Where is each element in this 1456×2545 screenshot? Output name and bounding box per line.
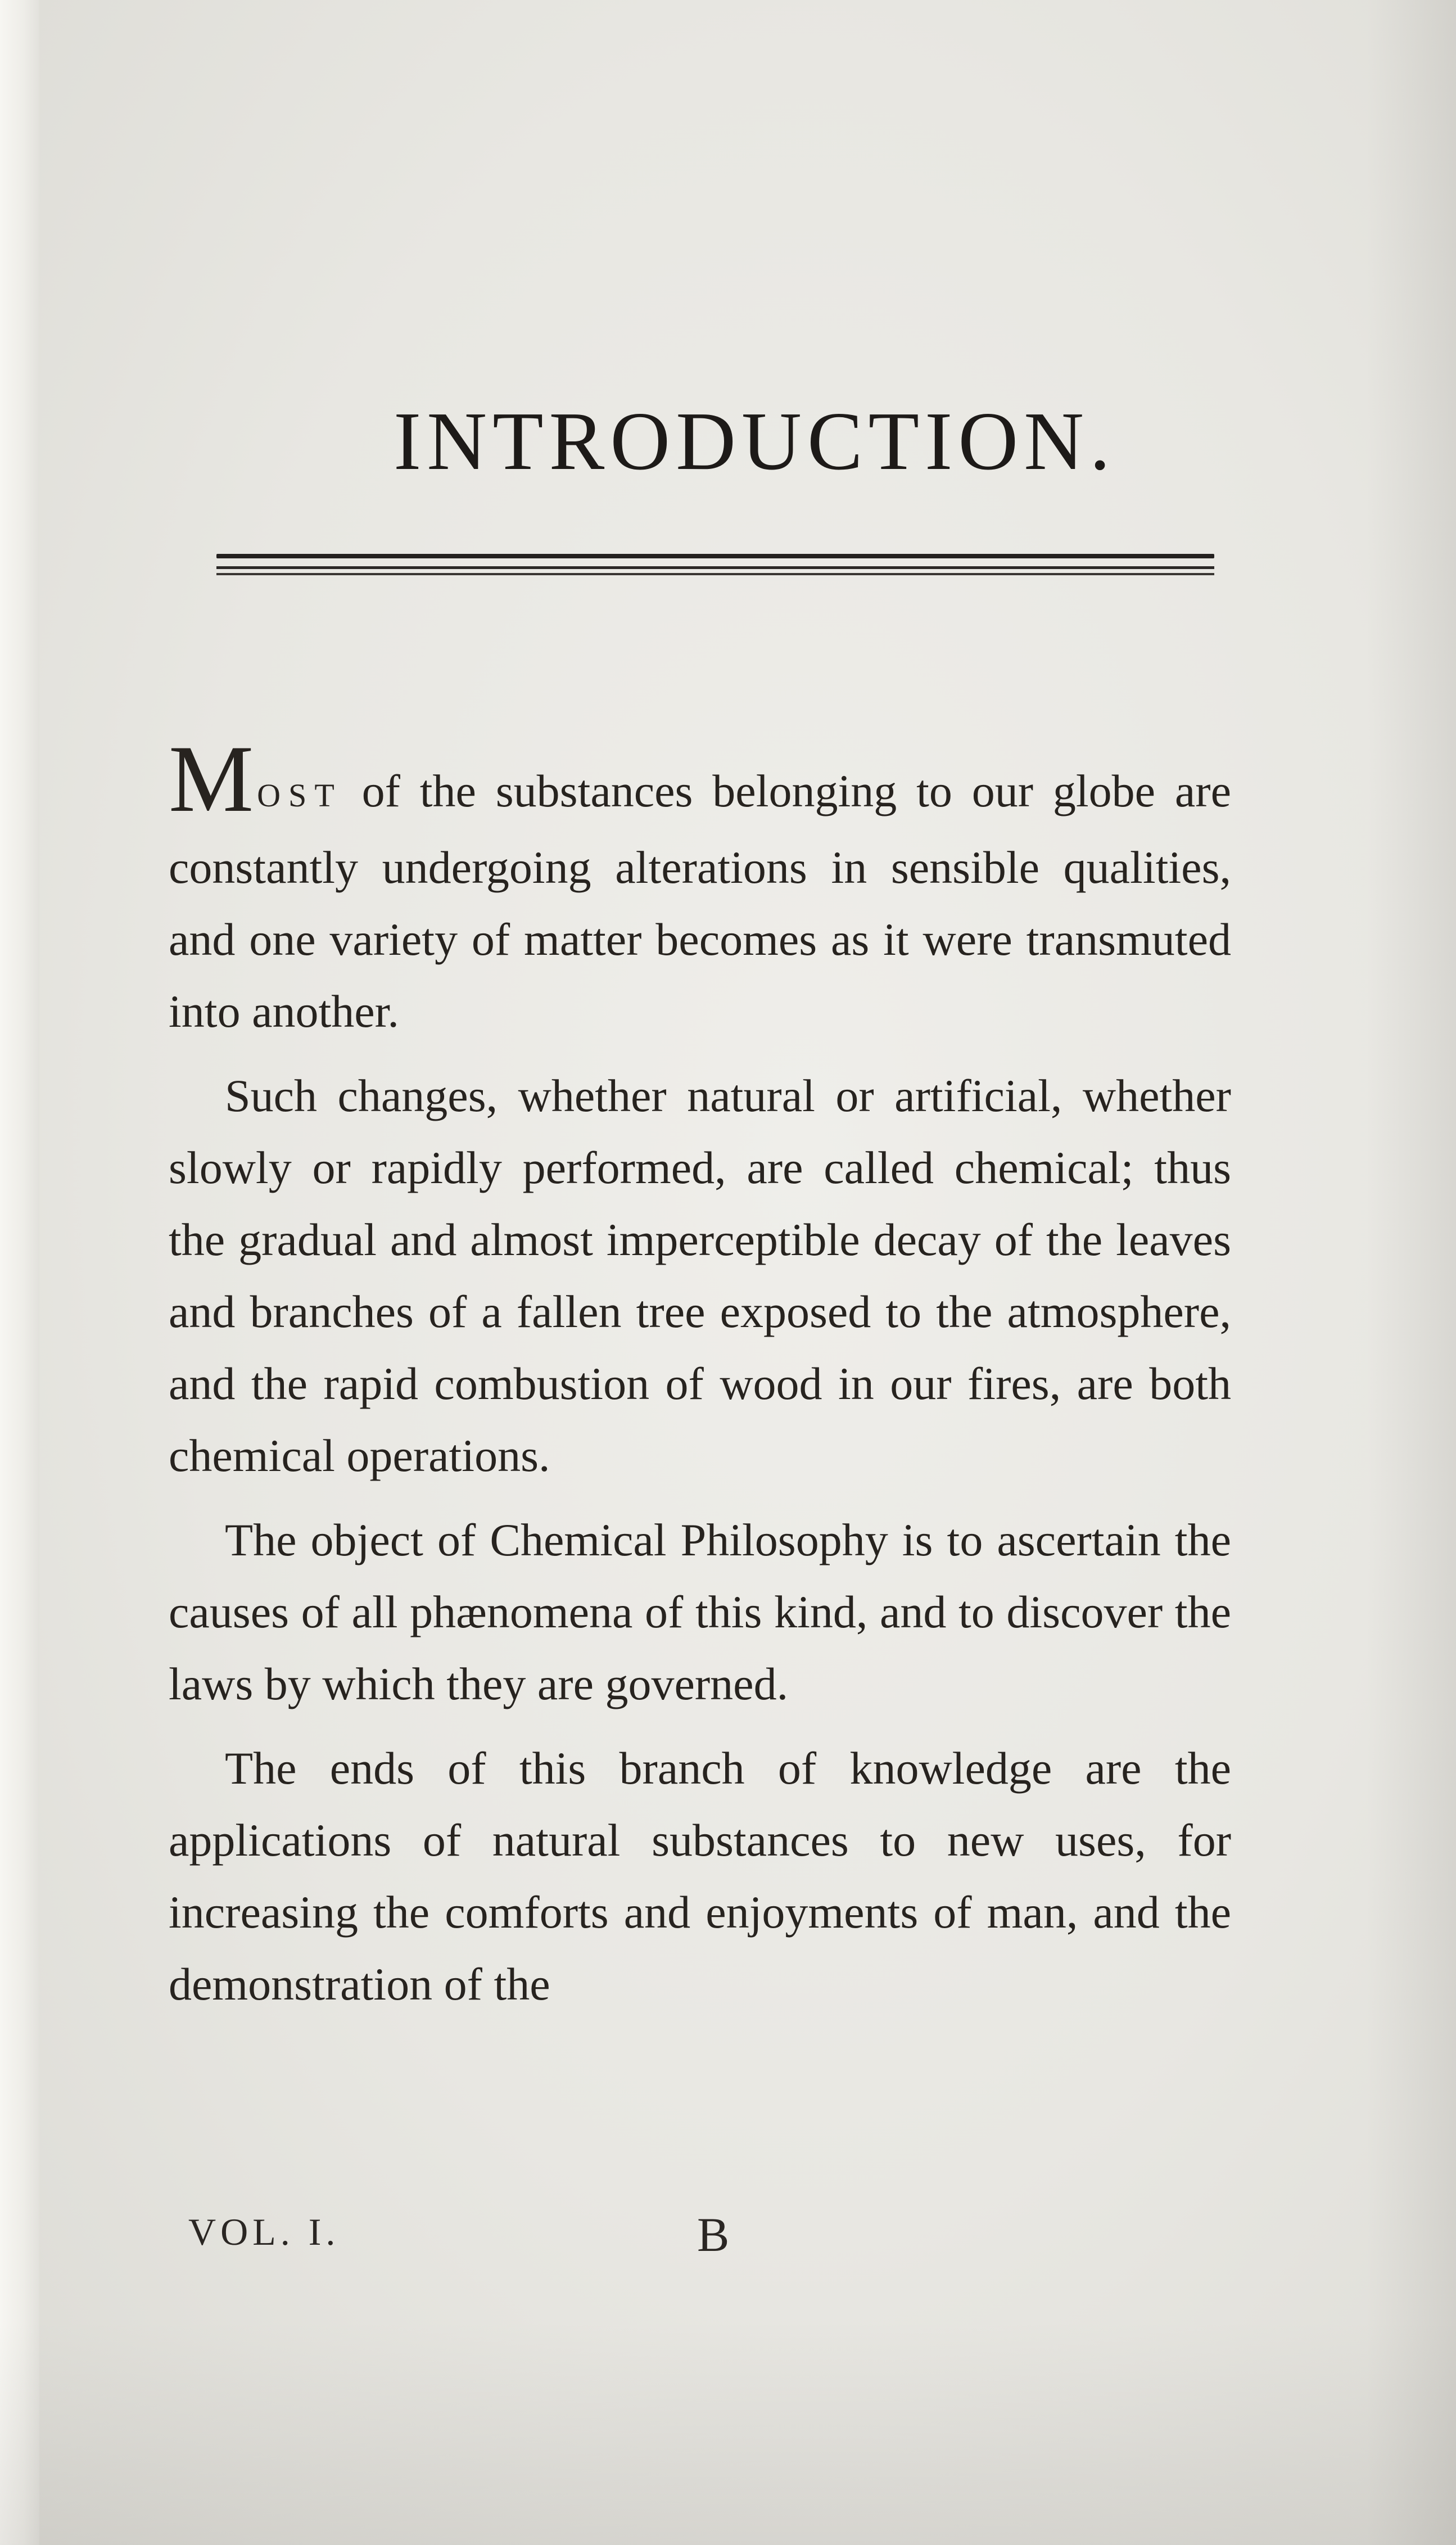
signature-mark: B bbox=[697, 2208, 730, 2262]
title-rule bbox=[216, 554, 1214, 579]
paragraph-1 bbox=[169, 726, 1231, 1048]
paragraph-2: Such changes, whether natural or artificial, whether slowly or rapidly performed, are called chemical; thus the gradual and almost imperceptible decay of the leaves and branches of a fallen tree exposed to the atmosphere, and the rapid combustion of wood in our fires, are both chemical operations. bbox=[169, 1070, 1231, 1481]
paragraph-3: The object of Chemical Philosophy is to ascertain the causes of all phænomena of this kind, and to discover the laws by which they are governed. bbox=[169, 1514, 1231, 1709]
small-caps-lead: OST bbox=[257, 777, 342, 814]
page-footer bbox=[188, 2210, 1251, 2277]
volume-label: VOL. I. bbox=[188, 2210, 340, 2253]
body-text bbox=[169, 726, 1231, 2033]
drop-cap: M bbox=[169, 726, 254, 832]
page-shadow-bottom bbox=[0, 2320, 1456, 2545]
paragraph-4: The ends of this branch of knowledge are the applications of natural substances to new uses, for increasing the comforts and enjoyments of man, and the demonstration of the bbox=[169, 1743, 1231, 2010]
page-shadow-right bbox=[1366, 0, 1456, 2545]
page-binding-edge bbox=[0, 0, 39, 2545]
page-title: INTRODUCTION. bbox=[394, 395, 1116, 488]
paragraph-1-text: of the substances belonging to our globe are constantly undergoing alterations in sensible qualities, and one variety of matter becomes as it were transmuted into another. bbox=[169, 765, 1231, 1037]
